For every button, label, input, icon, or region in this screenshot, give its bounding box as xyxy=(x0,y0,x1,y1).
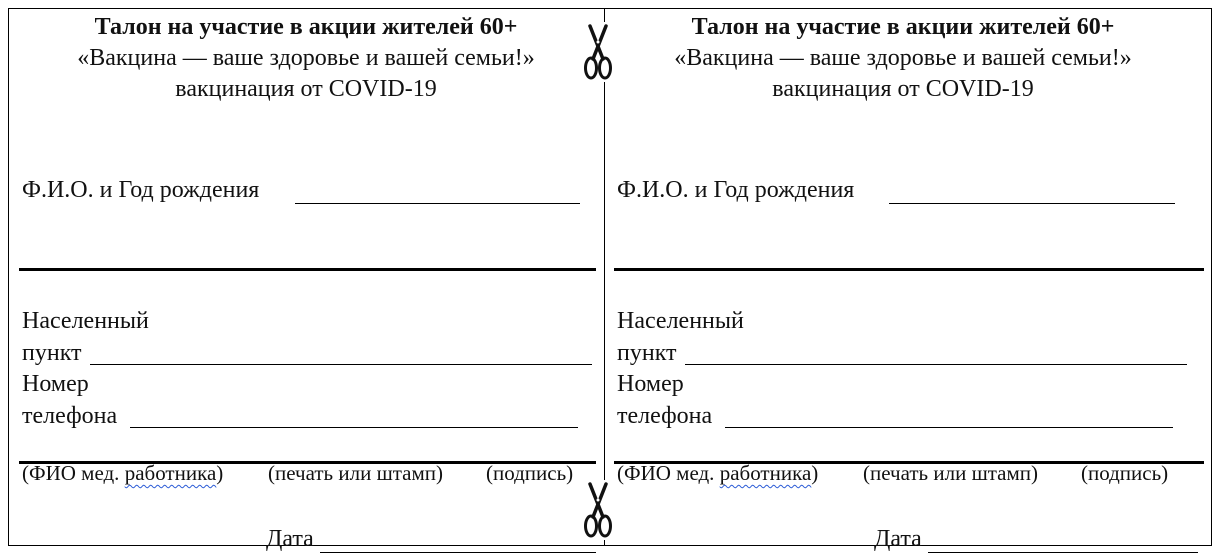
med-worker-label: (ФИО мед. работника) xyxy=(617,461,819,485)
coupon-subtitle: «Вакцина — ваше здоровье и вашей семьи!» xyxy=(77,45,535,71)
phone-input-line[interactable] xyxy=(130,427,578,428)
fio-label: Ф.И.О. и Год рождения xyxy=(22,177,260,203)
coupon-right xyxy=(605,8,1201,552)
fio-input-line[interactable] xyxy=(295,203,580,204)
settlement-input-line[interactable] xyxy=(90,364,592,365)
stamp-label: (печать или штамп) xyxy=(268,461,444,485)
scissors-icon xyxy=(581,480,615,540)
fio-input-line[interactable] xyxy=(889,203,1175,204)
date-label: Дата xyxy=(266,526,314,552)
stamp-label: (печать или штамп) xyxy=(863,461,1039,485)
coupon-subtitle-2: вакцинация от COVID-19 xyxy=(175,76,437,102)
settlement-label-cont: пункт xyxy=(22,340,82,366)
coupon-title: Талон на участие в акции жителей 60+ xyxy=(691,14,1115,40)
phone-label: Номер xyxy=(22,371,89,397)
fio-input-line-2[interactable] xyxy=(19,268,596,271)
coupon-title: Талон на участие в акции жителей 60+ xyxy=(94,14,518,40)
date-input-line[interactable] xyxy=(320,552,596,553)
signature-label: (подпись) xyxy=(1081,461,1169,485)
settlement-label: Населенный xyxy=(22,308,149,334)
fio-label: Ф.И.О. и Год рождения xyxy=(617,177,855,203)
coupon-left xyxy=(8,8,604,552)
coupon-subtitle-2: вакцинация от COVID-19 xyxy=(772,76,1034,102)
settlement-input-line[interactable] xyxy=(685,364,1187,365)
signature-label: (подпись) xyxy=(486,461,574,485)
phone-input-line[interactable] xyxy=(725,427,1173,428)
coupon-subtitle: «Вакцина — ваше здоровье и вашей семьи!» xyxy=(674,45,1132,71)
date-label: Дата xyxy=(874,526,922,552)
settlement-label: Населенный xyxy=(617,308,744,334)
fio-input-line-2[interactable] xyxy=(614,268,1204,271)
phone-label-cont: телефона xyxy=(617,403,713,429)
settlement-label-cont: пункт xyxy=(617,340,677,366)
phone-label-cont: телефона xyxy=(22,403,118,429)
phone-label: Номер xyxy=(617,371,684,397)
med-worker-label: (ФИО мед. работника) xyxy=(22,461,224,485)
date-input-line[interactable] xyxy=(928,552,1198,553)
scissors-icon xyxy=(581,22,615,82)
